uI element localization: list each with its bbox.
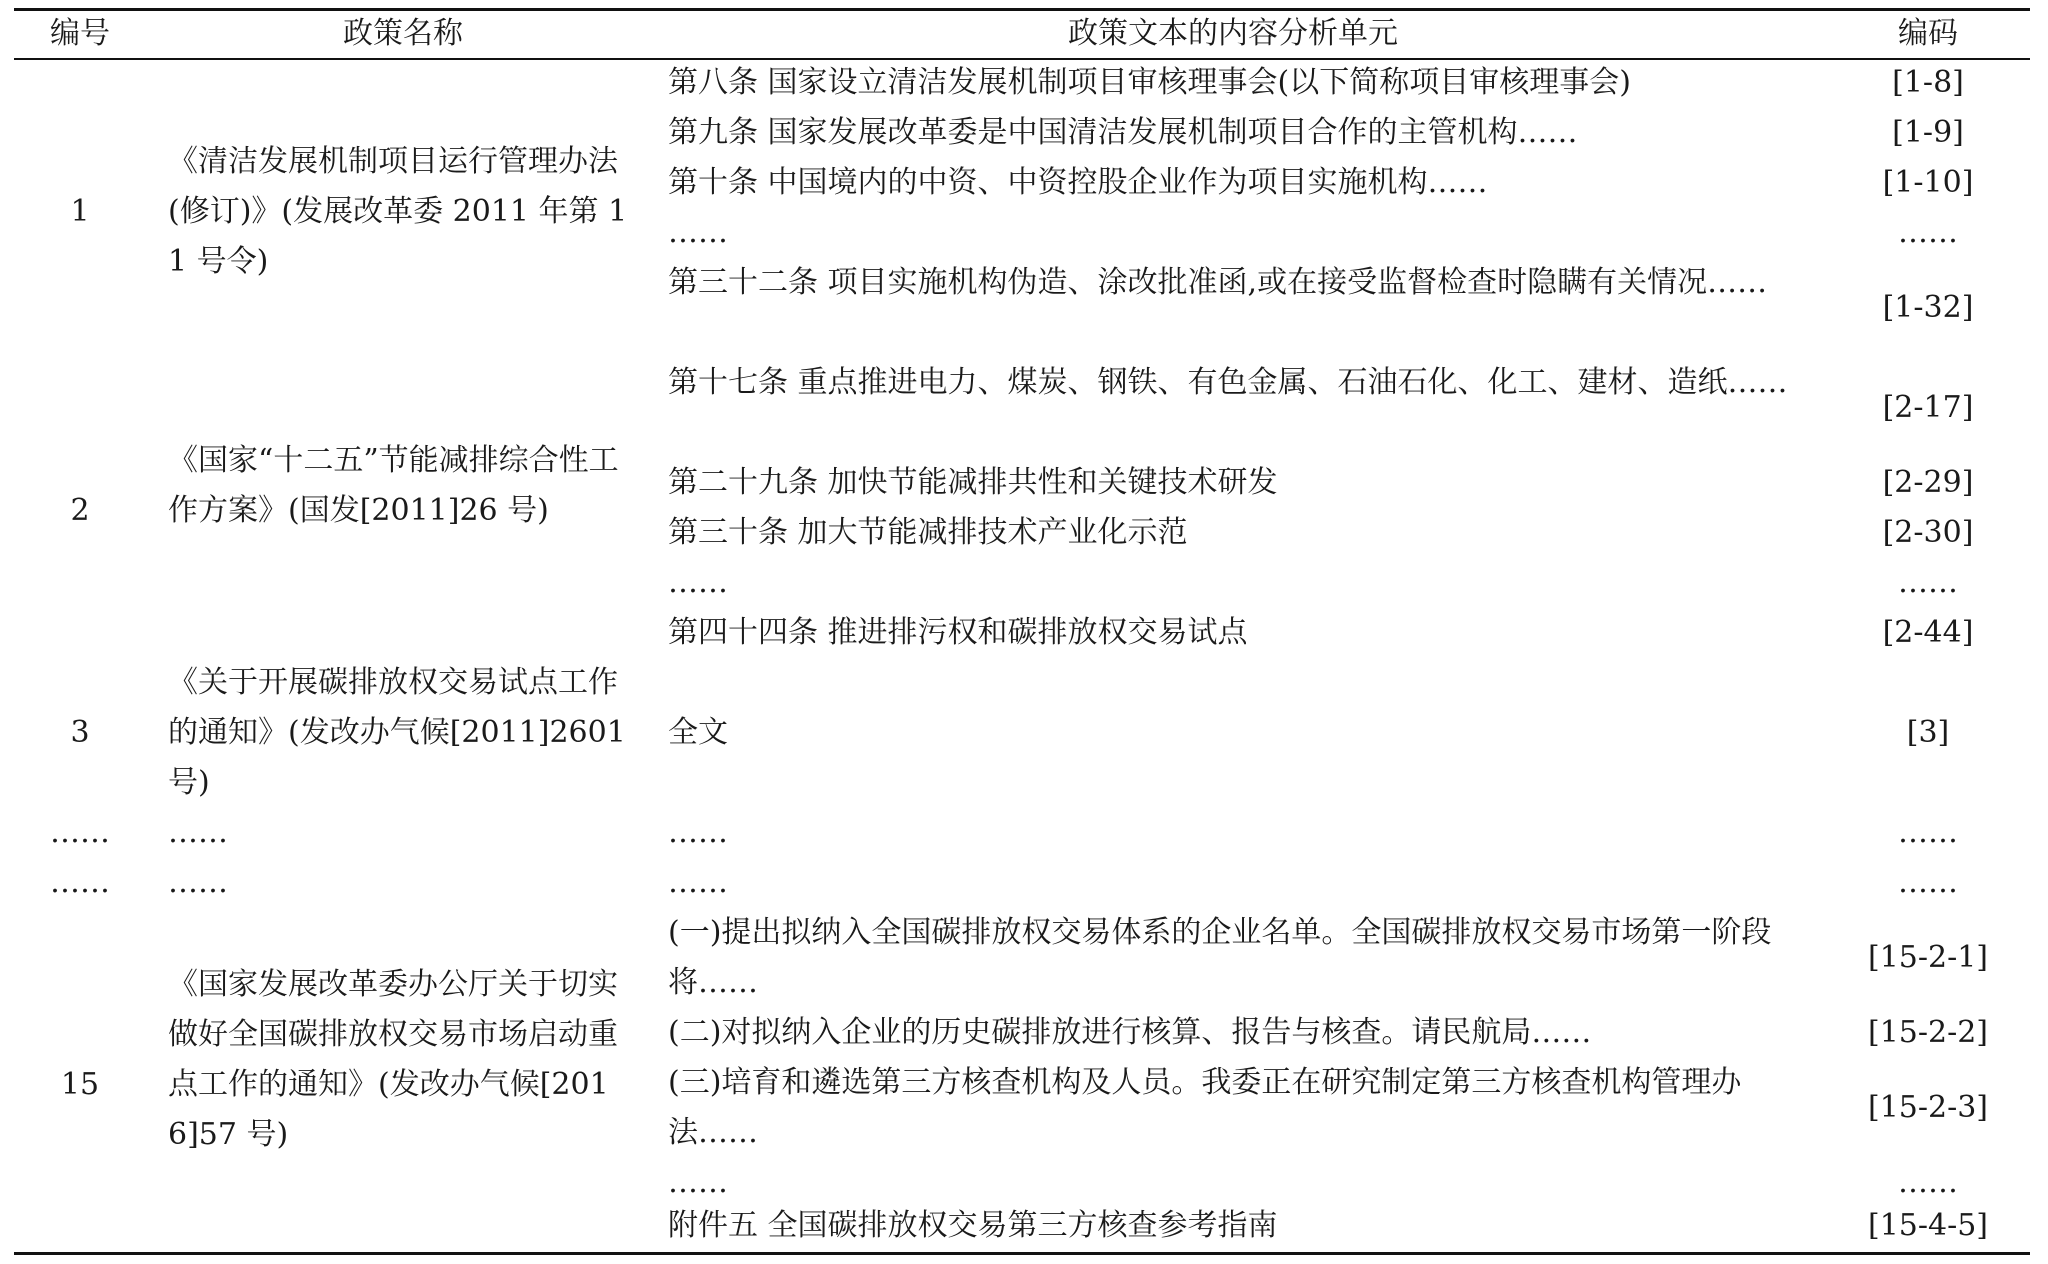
row-15-item-2-code: [15-2-2] — [1867, 1015, 1989, 1050]
row-1-item-4-text: …… — [668, 215, 728, 250]
row-3-no: 3 — [70, 715, 90, 750]
row-1-no: 1 — [70, 194, 90, 229]
row-2-item-5-code: [2-44] — [1882, 615, 1974, 650]
row-1-item-1-text: 第八条 国家设立清洁发展机制项目审核理事会(以下简称项目审核理事会) — [668, 65, 1631, 100]
row-1-item-3-code: [1-10] — [1882, 165, 1974, 200]
header-code: 编码 — [1898, 16, 1958, 51]
row-1-item-1-code: [1-8] — [1892, 65, 1964, 100]
ellipsis-row-1-code: …… — [1898, 815, 1958, 850]
row-3-item-1-code: [3] — [1906, 715, 1950, 750]
header-no: 编号 — [50, 16, 110, 51]
row-2-item-2-text: 第二十九条 加快节能减排共性和关键技术研发 — [668, 465, 1278, 500]
row-2-policy-name: 《国家“十二五”节能减排综合性工作方案》(国发[2011]26 号) — [168, 443, 619, 528]
row-15-item-2-text: (二)对拟纳入企业的历史碳排放进行核算、报告与核查。请民航局…… — [668, 1015, 1592, 1050]
header-content: 政策文本的内容分析单元 — [1068, 16, 1398, 51]
row-15-item-5-text: 附件五 全国碳排放权交易第三方核查参考指南 — [668, 1208, 1278, 1243]
row-1-item-2-code: [1-9] — [1892, 115, 1964, 150]
header-name: 政策名称 — [343, 16, 463, 51]
row-2-item-4-code: …… — [1898, 565, 1958, 600]
ellipsis-row-2-text: …… — [668, 865, 728, 900]
row-2-item-3-text: 第三十条 加大节能减排技术产业化示范 — [668, 515, 1188, 550]
row-2-item-1-text: 第十七条 重点推进电力、煤炭、钢铁、有色金属、石油石化、化工、建材、造纸…… — [668, 365, 1788, 400]
ellipsis-row-2-name: …… — [168, 865, 228, 900]
row-15-item-1-text: (一)提出拟纳入全国碳排放权交易体系的企业名单。全国碳排放权交易市场第一阶段将…… — [668, 915, 1772, 1000]
row-1-item-3-text: 第十条 中国境内的中资、中资控股企业作为项目实施机构…… — [668, 165, 1488, 200]
ellipsis-row-1-no: …… — [50, 815, 110, 850]
row-3-policy-name: 《关于开展碳排放权交易试点工作的通知》(发改办气候[2011]2601 号) — [168, 665, 626, 800]
row-2-item-2-code: [2-29] — [1882, 465, 1974, 500]
ellipsis-row-2-no: …… — [50, 865, 110, 900]
row-15-item-4-code: …… — [1898, 1165, 1958, 1200]
row-15-policy-name: 《国家发展改革委办公厅关于切实做好全国碳排放权交易市场启动重点工作的通知》(发改办气候[2016]57 号) — [168, 967, 618, 1152]
row-1-policy-name: 《清洁发展机制项目运行管理办法(修订)》(发展改革委 2011 年第 11 号令) — [168, 144, 628, 279]
row-1-item-2-text: 第九条 国家发展改革委是中国清洁发展机制项目合作的主管机构…… — [668, 115, 1578, 150]
row-15-item-3-text: (三)培育和遴选第三方核查机构及人员。我委正在研究制定第三方核查机构管理办法…… — [668, 1065, 1742, 1150]
row-1-item-4-code: …… — [1898, 215, 1958, 250]
table-top-rule — [14, 8, 2030, 11]
ellipsis-row-1-name: …… — [168, 815, 228, 850]
row-3-item-1-text: 全文 — [668, 715, 728, 750]
ellipsis-row-2-code: …… — [1898, 865, 1958, 900]
row-15-item-3-code: [15-2-3] — [1867, 1090, 1989, 1125]
row-15-item-4-text: …… — [668, 1165, 728, 1200]
row-2-item-4-text: …… — [668, 565, 728, 600]
row-15-item-5-code: [15-4-5] — [1867, 1208, 1989, 1243]
row-2-item-3-code: [2-30] — [1882, 515, 1974, 550]
row-15-no: 15 — [60, 1067, 100, 1102]
table-bottom-rule — [14, 1252, 2030, 1255]
row-2-item-1-code: [2-17] — [1882, 390, 1974, 425]
ellipsis-row-1-text: …… — [668, 815, 728, 850]
row-2-item-5-text: 第四十四条 推进排污权和碳排放权交易试点 — [668, 615, 1248, 650]
row-2-no: 2 — [70, 493, 90, 528]
row-15-item-1-code: [15-2-1] — [1867, 940, 1989, 975]
row-1-item-5-text: 第三十二条 项目实施机构伪造、涂改批准函,或在接受监督检查时隐瞒有关情况…… — [668, 265, 1768, 300]
row-1-item-5-code: [1-32] — [1882, 290, 1974, 325]
